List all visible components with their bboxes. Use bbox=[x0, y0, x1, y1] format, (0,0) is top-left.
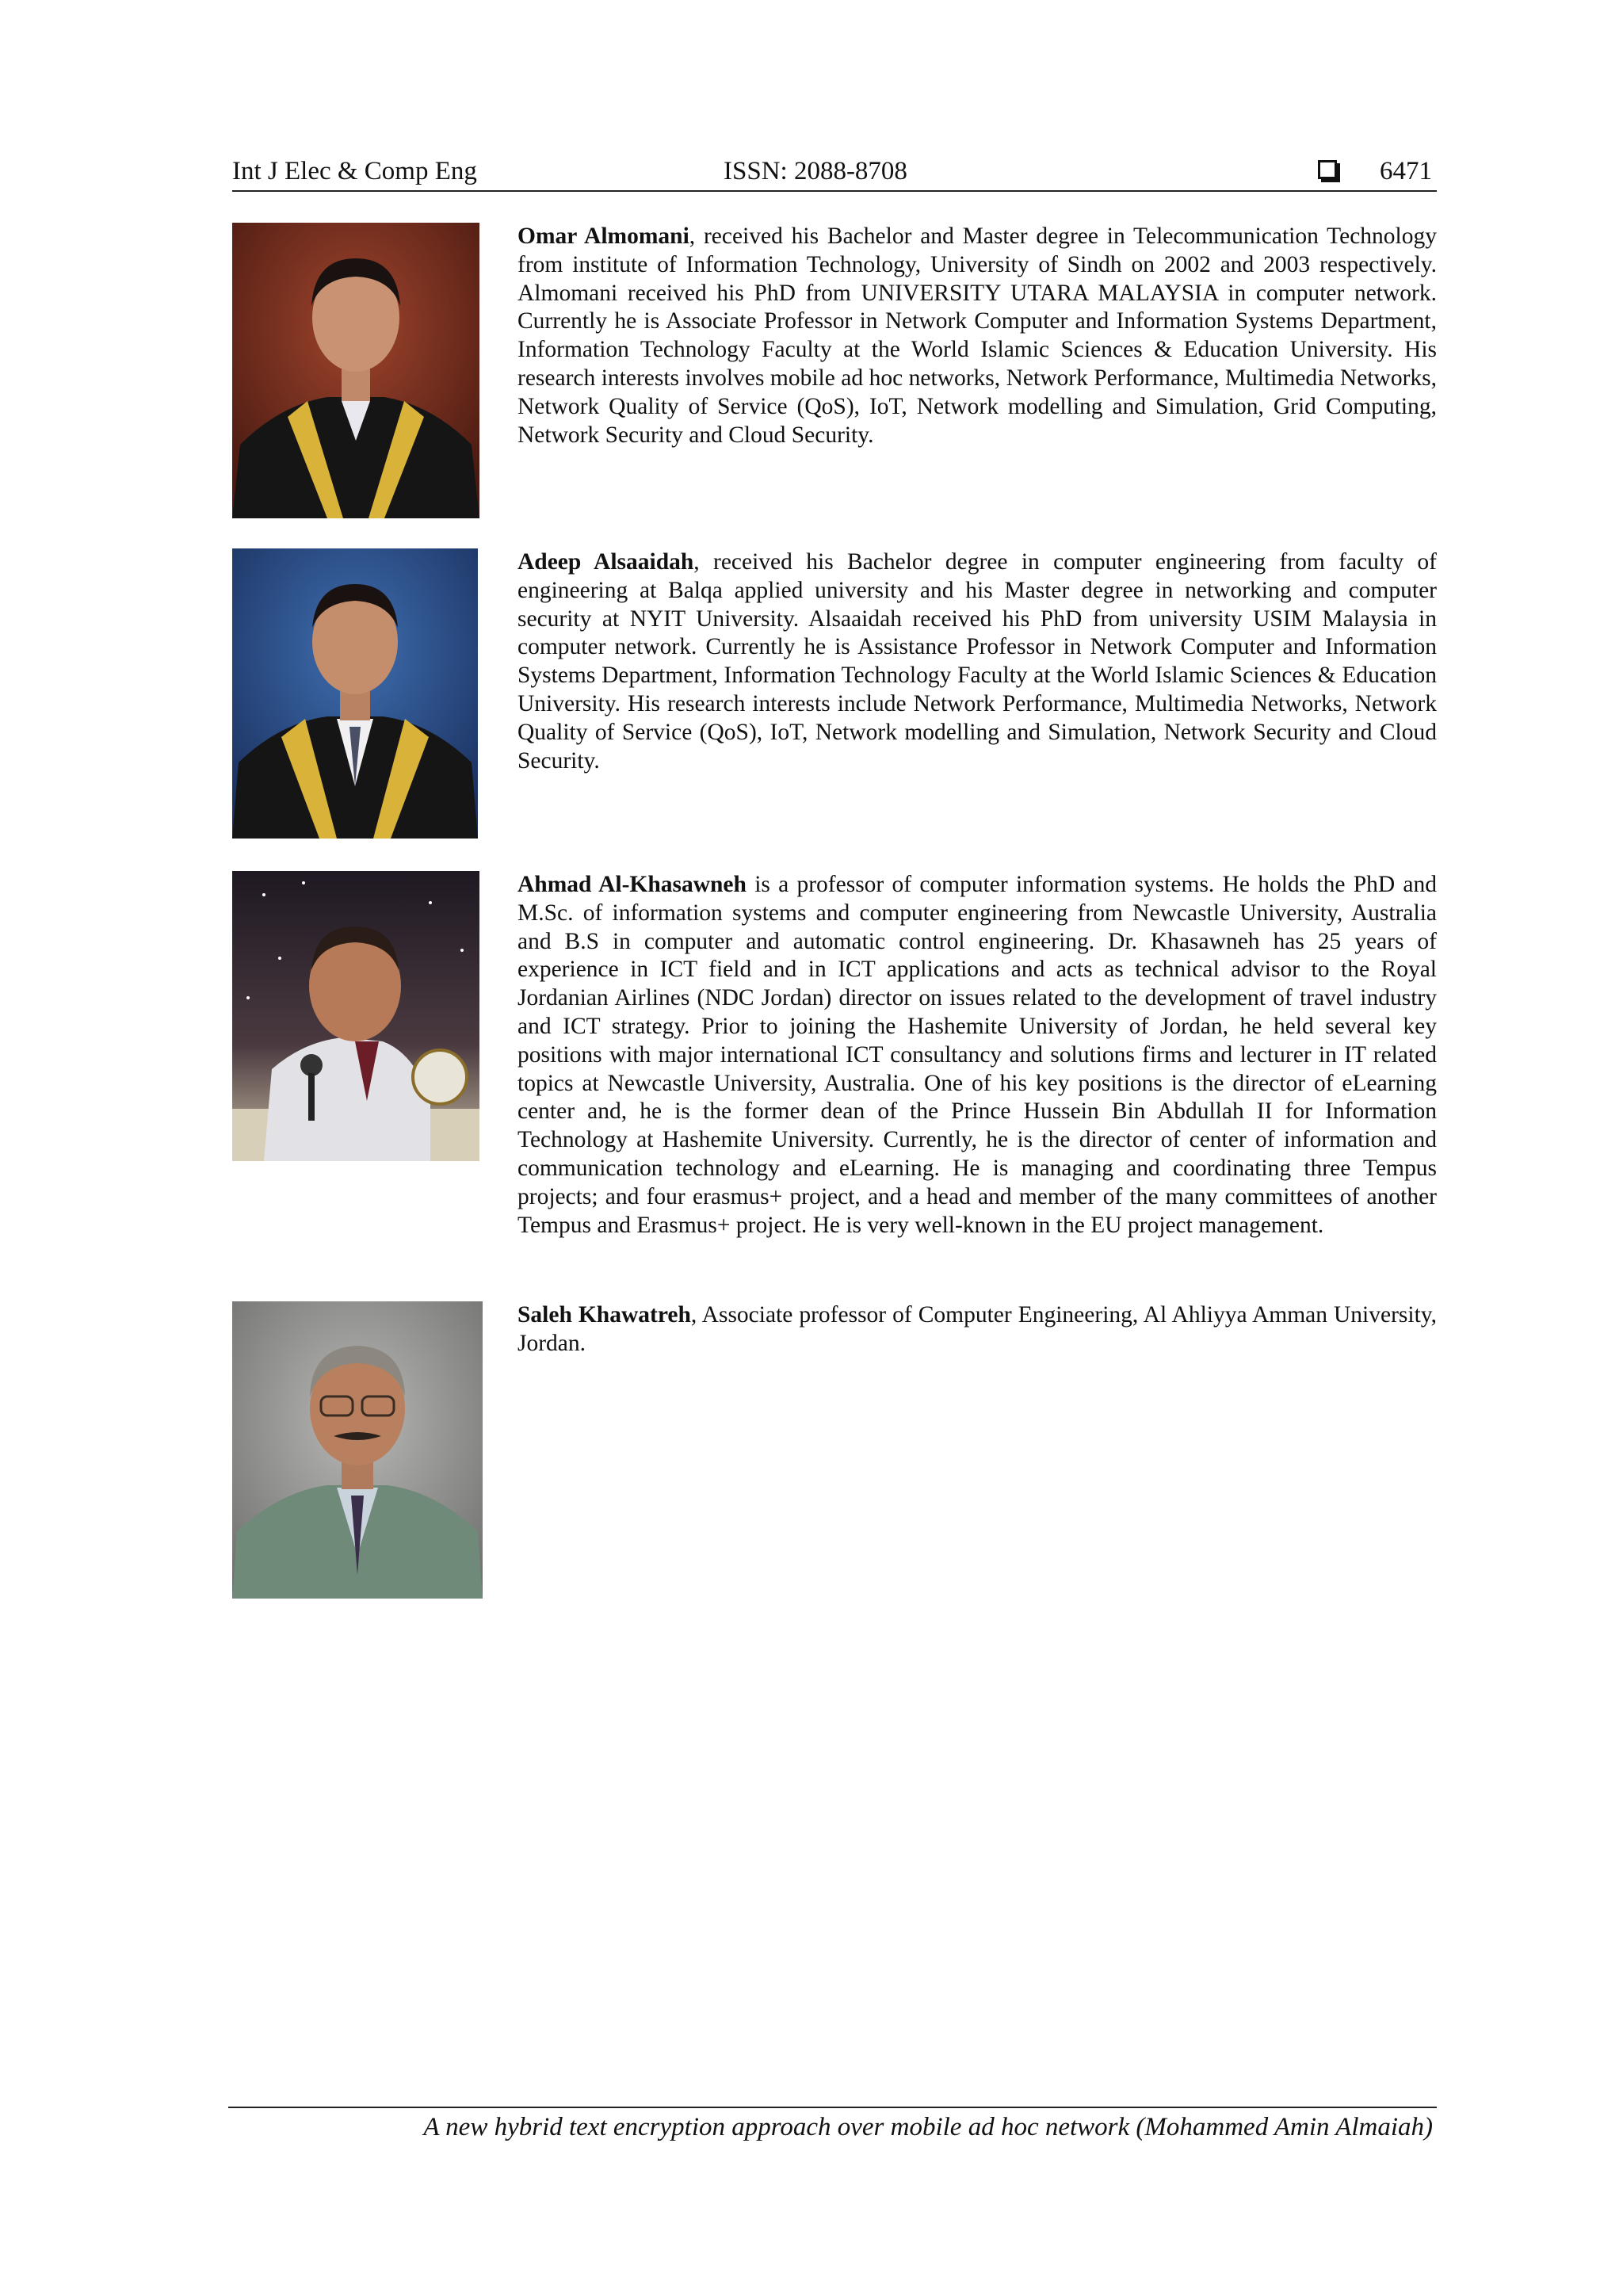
author-bio-ahmad-al-khasawneh bbox=[517, 871, 1437, 1240]
page-number: 6471 bbox=[1380, 157, 1432, 185]
author-photo-adeep-alsaaidah bbox=[232, 548, 478, 839]
author-photo-ahmad-al-khasawneh bbox=[232, 871, 479, 1161]
author-bio-text: , received his Bachelor degree in computer engineering from faculty of engineering at Balqa applied university and his Master degree in networking and computer security at NYIT University. Alsaaidah received his PhD from university USIM Malaysia in computer network. Currently he is Assistance Professor in Network Computer and Information Systems Department, Information Technology Faculty at the World Islamic Sciences & Education University. His research interests include Network Performance, Multimedia Networks, Network Quality of Service (QoS), IoT, Network modelling and Simulation, Network Security and Cloud Security. bbox=[517, 549, 1437, 774]
running-title: A new hybrid text encryption approach over mobile ad hoc network (Mohammed Amin Almaiah) bbox=[423, 2113, 1433, 2141]
author-name: Saleh Khawatreh bbox=[517, 1302, 691, 1328]
author-bio-saleh-khawatreh bbox=[517, 1301, 1437, 1358]
footer-rule bbox=[228, 2107, 1437, 2108]
page-header bbox=[232, 155, 1437, 192]
issn: ISSN: 2088-8708 bbox=[724, 157, 907, 185]
author-name: Ahmad Al-Khasawneh bbox=[517, 872, 747, 897]
author-bio-text: , received his Bachelor and Master degree in Telecommunication Technology from institute of Information Technology, University of Sindh on 2002 and 2003 respectively. Almomani received his PhD from UNIVERSITY UTARA MALAYSIA in computer network. Currently he is Associate Professor in Network Computer and Information Systems Department, Information Technology Faculty at the World Islamic Sciences & Education University. His research interests involves mobile ad hoc networks, Network Performance, Multimedia Networks, Network Quality of Service (QoS), IoT, Network modelling and Simulation, Grid Computing, Network Security and Cloud Security. bbox=[517, 223, 1437, 448]
author-photo-omar-almomani bbox=[232, 223, 479, 518]
author-bio-omar-almomani bbox=[517, 223, 1437, 449]
author-photo-saleh-khawatreh bbox=[232, 1301, 483, 1599]
author-bio-adeep-alsaaidah bbox=[517, 548, 1437, 775]
square-outline-icon bbox=[1318, 160, 1337, 179]
journal-name: Int J Elec & Comp Eng bbox=[232, 157, 477, 185]
author-bio-text: , Associate professor of Computer Engineering, Al Ahliyya Amman University, Jordan. bbox=[517, 1302, 1437, 1356]
author-bio-text: is a professor of computer information systems. He holds the PhD and M.Sc. of information systems and computer engineering from Newcastle University, Australia and B.S in computer and automatic control engineering. Dr. Khasawneh has 25 years of experience in ICT field and in ICT applications and acts as technical advisor to the Royal Jordanian Airlines (NDC Jordan) director on issues related to the development of travel industry and ICT strategy. Prior to joining the Hashemite University of Jordan, he held several key positions with major international ICT consultancy and solutions firms and lecturer in IT related topics at Newcastle University, Australia. One of his key positions is the director of eLearning center and, he is the former dean of the Prince Hussein Bin Abdullah II for Information Technology at Hashemite University. Currently, he is the director of center of information and communication technology and eLearning. He is managing and coordinating three Tempus projects; and four erasmus+ project, and a head and member of the many committees of another Tempus and Erasmus+ project. He is very well-known in the EU project management. bbox=[517, 872, 1437, 1238]
author-name: Omar Almomani bbox=[517, 223, 689, 249]
author-name: Adeep Alsaaidah bbox=[517, 549, 694, 575]
